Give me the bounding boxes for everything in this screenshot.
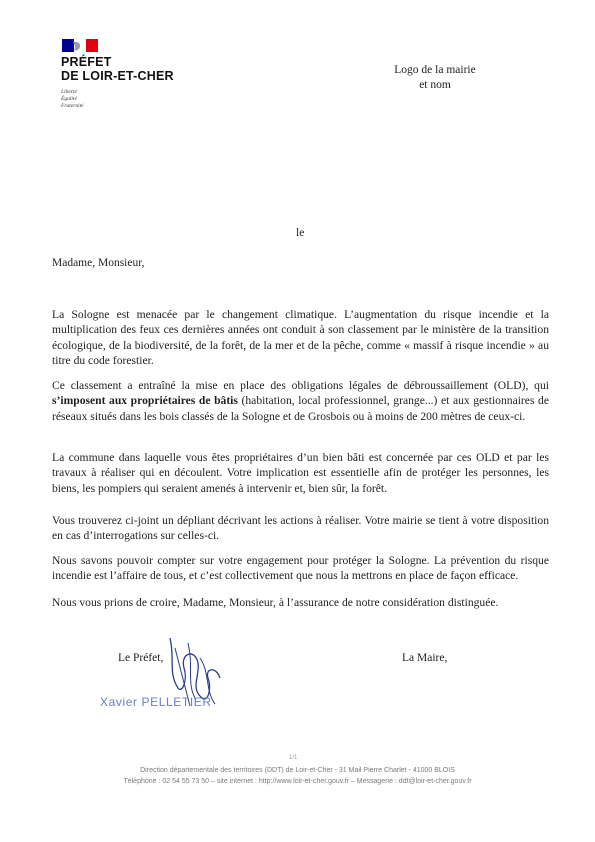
- republic-motto: [61, 89, 84, 110]
- mairie-logo-placeholder: [385, 63, 485, 93]
- motto-egalite: Égalité: [61, 96, 77, 102]
- paragraph-2-end: (habitation, local professionnel, grange...) et aux gestionnaires de réseaux situés dans les bois classés de la Sologne et de Grosbois ou à moins de 200 mètres de ceux-ci.: [52, 394, 549, 423]
- date-line: le: [296, 227, 305, 239]
- footer-contact: Téléphone : 02 54 55 73 50 – site internet : http://www.loir-et-cher.gouv.fr – Messagerie : ddt@loir-et-cher.gouv.fr: [123, 778, 472, 785]
- salutation: Madame, Monsieur,: [52, 257, 145, 269]
- footer: [40, 765, 555, 787]
- mairie-logo-line-1: Logo de la mairie: [394, 64, 476, 76]
- prefecture-line-1: PRÉFET: [61, 55, 112, 69]
- prefecture-name: [61, 55, 174, 83]
- prefecture-line-2: DE LOIR-ET-CHER: [61, 69, 174, 83]
- footer-address: Direction départementale des territoires (DDT) de Loir-et-Cher - 31 Mail Pierre Charlet - 41000 BLOIS: [140, 767, 455, 774]
- maire-signature-label: La Maire,: [402, 652, 448, 664]
- paragraph-4: Vous trouverez ci-joint un dépliant décrivant les actions à réaliser. Votre mairie se tient à votre disposition en cas d’interrogations sur celles-ci.: [52, 514, 549, 543]
- paragraph-2: [52, 378, 549, 424]
- marianne-flag-logo: [62, 39, 98, 52]
- prefet-signature-label: Le Préfet,: [118, 652, 164, 664]
- motto-fraternite: Fraternité: [61, 103, 84, 109]
- paragraph-5: Nous savons pouvoir compter sur votre engagement pour protéger la Sologne. La prévention du risque incendie est l’affaire de tous, et c’est collectivement que nous la mettrons en place de façon efficace.: [52, 554, 549, 583]
- prefet-name-stamp: Xavier PELLETIER: [100, 695, 212, 709]
- page-mark: 1/1: [289, 755, 298, 761]
- paragraph-2-start: Ce classement a entraîné la mise en place des obligations légales de débroussaillement (OLD), qui: [52, 379, 549, 392]
- paragraph-2-bold: s’imposent aux propriétaires de bâtis: [52, 394, 238, 408]
- mairie-logo-line-2: et nom: [419, 79, 451, 91]
- paragraph-1: La Sologne est menacée par le changement climatique. L’augmentation du risque incendie et la multiplication des feux ces dernières années ont conduit à son classement par le ministère de la transition écologique, de la biodiversité, de la forêt, de la mer et de la pêche, comme « massif à risque incendie » au titre du code forestier.: [52, 308, 549, 368]
- paragraph-3: La commune dans laquelle vous êtes propriétaires d’un bien bâti est concernée par ces OLD et par les travaux à réaliser qui en découlent. Votre implication est essentielle afin de protéger les personnes, les biens, les pompiers qui seraient amenés à intervenir et, bien sûr, la forêt.: [52, 451, 549, 495]
- motto-liberte: Liberté: [61, 89, 77, 95]
- paragraph-6: Nous vous prions de croire, Madame, Monsieur, à l’assurance de notre considération distinguée.: [52, 596, 499, 609]
